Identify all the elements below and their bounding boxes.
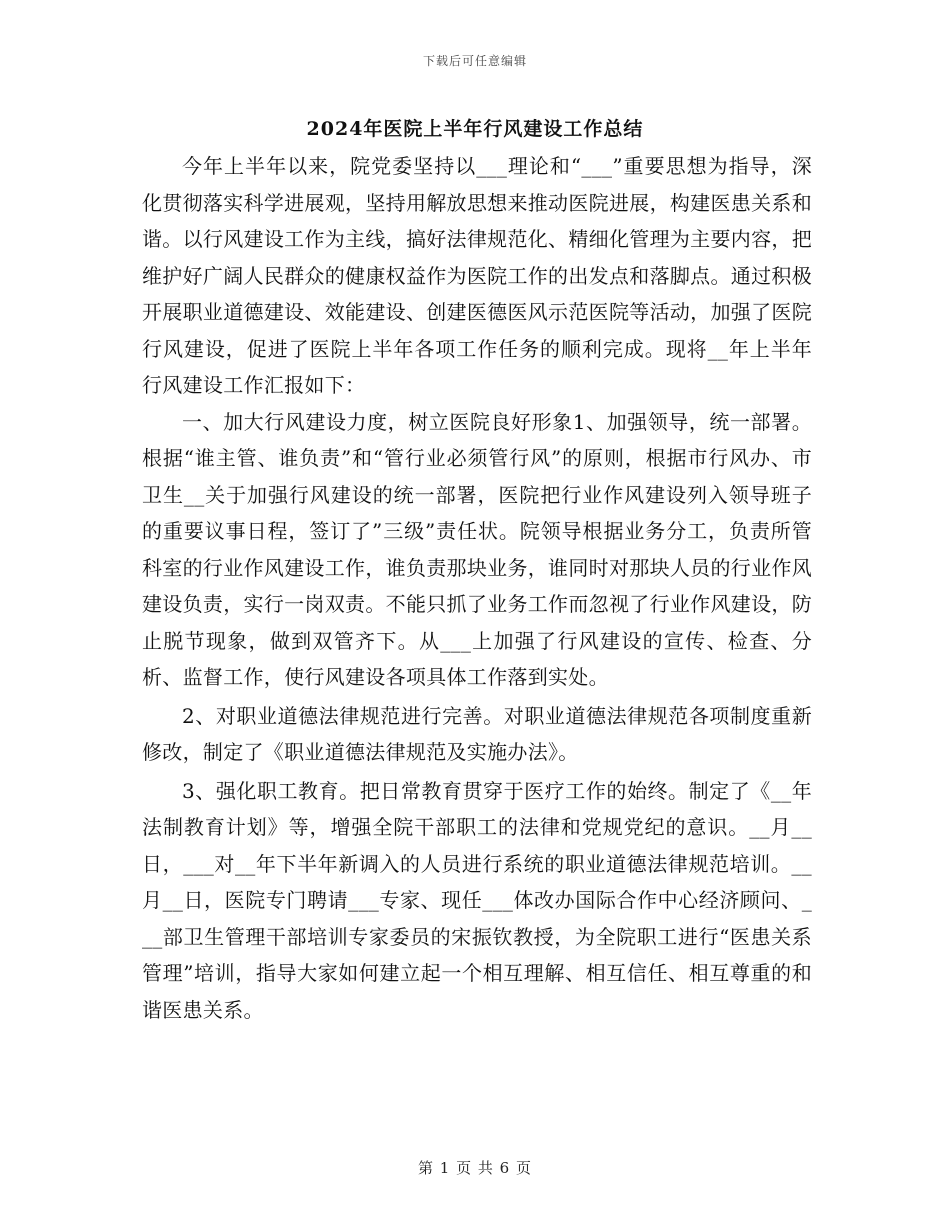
document-body [142, 148, 812, 1028]
paragraph-item-2: 2、对职业道德法律规范进行完善。对职业道德法律规范各项制度重新修改，制定了《职业道德法律规范及实施办法》。 [142, 703, 812, 764]
header-note: 下载后可任意编辑 [422, 54, 527, 68]
page-indicator: 第 1 页 共 6 页 [418, 1159, 532, 1177]
paragraph-intro: 今年上半年以来，院党委坚持以___理论和“___”重要思想为指导，深化贯彻落实科学进展观，坚持用解放思想来推动医院进展，构建医患关系和谐。以行风建设工作为主线，搞好法律规范化、精细化管理为主要内容，把维护好广阔人民群众的健康权益作为医院工作的出发点和落脚点。通过积极开展职业道德建设、效能建设、创建医德医风示范医院等活动，加强了医院行风建设，促进了医院上半年各项工作任务的顺利完成。现将__年上半年行风建设工作汇报如下： [142, 154, 812, 397]
paragraph-item-3: 3、强化职工教育。把日常教育贯穿于医疗工作的始终。制定了《__年法制教育计划》等，增强全院干部职工的法律和党规党纪的意识。__月__日，___对__年下半年新调入的人员进行系统的职业道德法律规范培训。__月__日，医院专门聘请___专家、现任___体改办国际合作中心经济顾问、___部卫生管理干部培训专家委员的宋振钦教授，为全院职工进行“医患关系管理”培训，指导大家如何建立起一个相互理解、相互信任、相互尊重的和谐医患关系。 [142, 778, 812, 1022]
paragraph-section-1: 一、加大行风建设力度，树立医院良好形象1、加强领导，统一部署。根据“谁主管、谁负责”和“管行业必须管行风”的原则，根据市行风办、市卫生__关于加强行风建设的统一部署，医院把行业作风建设列入领导班子的重要议事日程，签订了”三级”责任状。院领导根据业务分工，负责所管科室的行业作风建设工作，谁负责那块业务，谁同时对那块人员的行业作风建设负责，实行一岗双责。不能只抓了业务工作而忽视了行业作风建设，防止脱节现象，做到双管齐下。从___上加强了行风建设的宣传、检查、分析、监督工作，使行风建设各项具体工作落到实处。 [142, 409, 812, 689]
document-title: 2024年医院上半年行风建设工作总结 [306, 118, 644, 140]
